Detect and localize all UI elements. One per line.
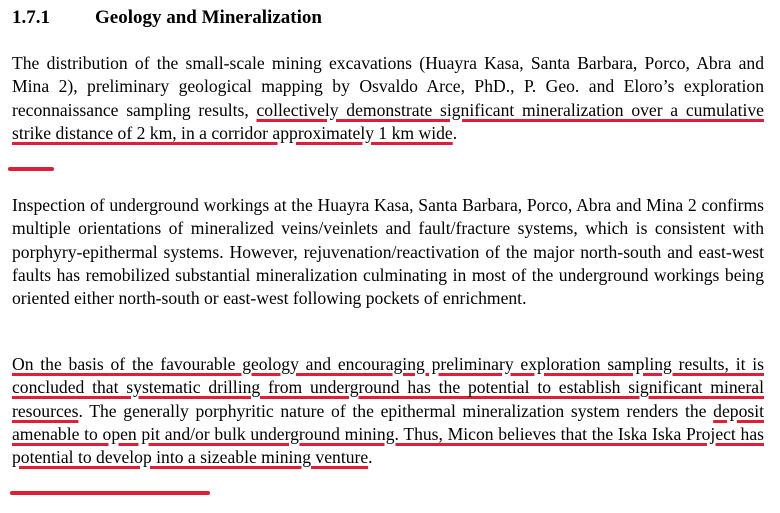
annotation-stroke — [10, 491, 210, 495]
paragraph-text: Inspection of underground workings at the Huayra Kasa, Santa Barbara, Porco, Abra and Mina 2 confirms multiple orientations of mineralized veins/veinlets and fault/fracture systems, which is consistent with porphyry-epithermal systems. However, rejuvenation/reactivation of the major north-south and east-west faults has remobilized substantial mineralization culminating in most of the underground workings being oriented either north-south or east-west following pockets of enrichment. — [12, 195, 764, 309]
paragraph-text: . — [368, 447, 373, 468]
paragraph-inspection — [12, 194, 764, 310]
section-heading — [12, 6, 322, 30]
paragraph-text: . — [452, 122, 458, 143]
section-title: Geology and Mineralization — [95, 7, 322, 28]
paragraph-distribution — [12, 52, 764, 145]
paragraph-text: . The generally porphyritic nature of the epithermal mineralization system renders the — [78, 400, 714, 421]
annotation-stroke — [8, 167, 54, 171]
highlighted-passage: deposit amenable to open pit and/or bulk underground mining. Thus, Micon believes that the Iska Iska Project has potential to develop into a sizeable mining venture — [12, 400, 764, 468]
paragraph-text: The distribution of the small-scale mining excavations (Huayra Kasa, Santa Barbara, Porco, Abra and Mina 2), preliminary geological mapping by Osvaldo Arce, PhD., P. Geo. and Eloro’s exploration reconnaissance sampling results, — [12, 53, 764, 120]
section-number: 1.7.1 — [12, 7, 50, 28]
paragraph-conclusion — [12, 353, 764, 469]
highlighted-passage: collectively demonstrate significant mineralization over a cumulative strike distance of 2 km, in a corridor approximately 1 km wide — [12, 99, 764, 143]
highlighted-passage: On the basis of the favourable geology and encouraging preliminary exploration sampling results, it is concluded that systematic drilling from underground has the potential to establish significant mineral resources — [12, 354, 764, 421]
